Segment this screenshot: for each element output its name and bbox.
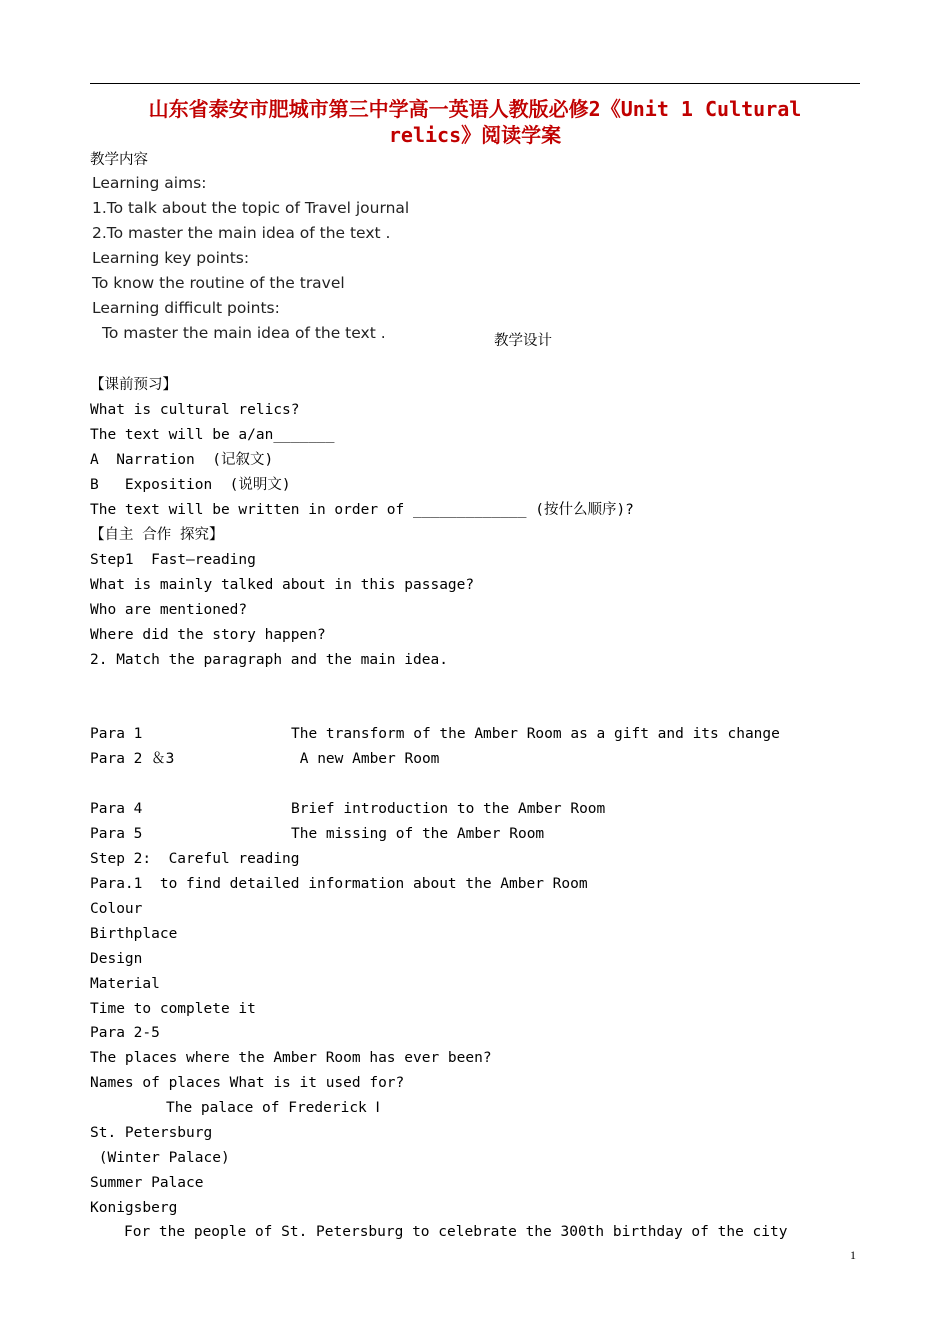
content-label: 教学内容 — [90, 152, 148, 168]
para1-task: Para.1 to find detailed information about the Amber Room — [90, 876, 588, 892]
summer-palace: Summer Palace — [90, 1175, 204, 1191]
aims-heading: Learning aims: — [92, 174, 207, 192]
st-petersburg: St. Petersburg — [90, 1125, 213, 1141]
birthplace-item: Birthplace — [90, 926, 178, 942]
design-label: 教学设计 — [494, 333, 552, 349]
step2: Step 2: Careful reading — [90, 851, 300, 867]
frederick-palace: The palace of Frederick Ⅰ — [166, 1100, 380, 1116]
time-item: Time to complete it — [90, 1001, 256, 1017]
design-item: Design — [90, 951, 143, 967]
match-para: Para 4 — [90, 801, 143, 817]
preview-heading: 【课前预习】 — [90, 377, 177, 393]
preview-q3: The text will be written in order of _____________ (按什么顺序)? — [90, 502, 634, 518]
winter-palace: (Winter Palace) — [90, 1150, 230, 1166]
header-rule — [90, 83, 860, 84]
title-line-1: 山东省泰安市肥城市第三中学高一英语人教版必修2《Unit 1 Cultural — [148, 97, 802, 121]
names-question: Names of places What is it used for? — [90, 1075, 405, 1091]
match-para: Para 5 — [90, 826, 143, 842]
difficult-points-heading: Learning difficult points: — [92, 299, 280, 317]
preview-option-a: A Narration (记叙文) — [90, 452, 274, 468]
title-line-2: relics》阅读学案 — [388, 123, 562, 147]
document-title — [90, 96, 860, 148]
konigsberg: Konigsberg — [90, 1200, 178, 1216]
preview-option-b: B Exposition (说明文) — [90, 477, 291, 493]
preview-q1: What is cultural relics? — [90, 402, 300, 418]
explore-q1: What is mainly talked about in this passage? — [90, 577, 475, 593]
colour-item: Colour — [90, 901, 143, 917]
material-item: Material — [90, 976, 160, 992]
aim-2: 2.To master the main idea of the text . — [92, 224, 391, 242]
page-number: 1 — [850, 1248, 856, 1262]
explore-heading: 【自主 合作 探究】 — [90, 527, 224, 543]
preview-q2: The text will be a/an_______ — [90, 427, 335, 443]
aim-1: 1.To talk about the topic of Travel journal — [92, 199, 410, 217]
match-para: Para 1 — [90, 726, 143, 742]
explore-q3: Where did the story happen? — [90, 627, 326, 643]
key-points-text: To know the routine of the travel — [92, 274, 345, 292]
key-points-heading: Learning key points: — [92, 249, 250, 267]
places-question: The places where the Amber Room has ever been? — [90, 1050, 492, 1066]
explore-q2: Who are mentioned? — [90, 602, 248, 618]
step1: Step1 Fast—reading — [90, 552, 256, 568]
difficult-points-text: To master the main idea of the text . — [102, 324, 386, 342]
match-idea: Brief introduction to the Amber Room — [291, 801, 606, 817]
para25-heading: Para 2-5 — [90, 1025, 160, 1041]
match-para: Para 2 ＆3 — [90, 751, 175, 767]
match-idea: A new Amber Room — [291, 751, 440, 767]
explore-q4: 2. Match the paragraph and the main idea. — [90, 652, 448, 668]
match-idea: The transform of the Amber Room as a gift and its change — [291, 726, 780, 742]
celebrate-text: For the people of St. Petersburg to celebrate the 300th birthday of the city — [124, 1224, 788, 1240]
match-idea: The missing of the Amber Room — [291, 826, 545, 842]
